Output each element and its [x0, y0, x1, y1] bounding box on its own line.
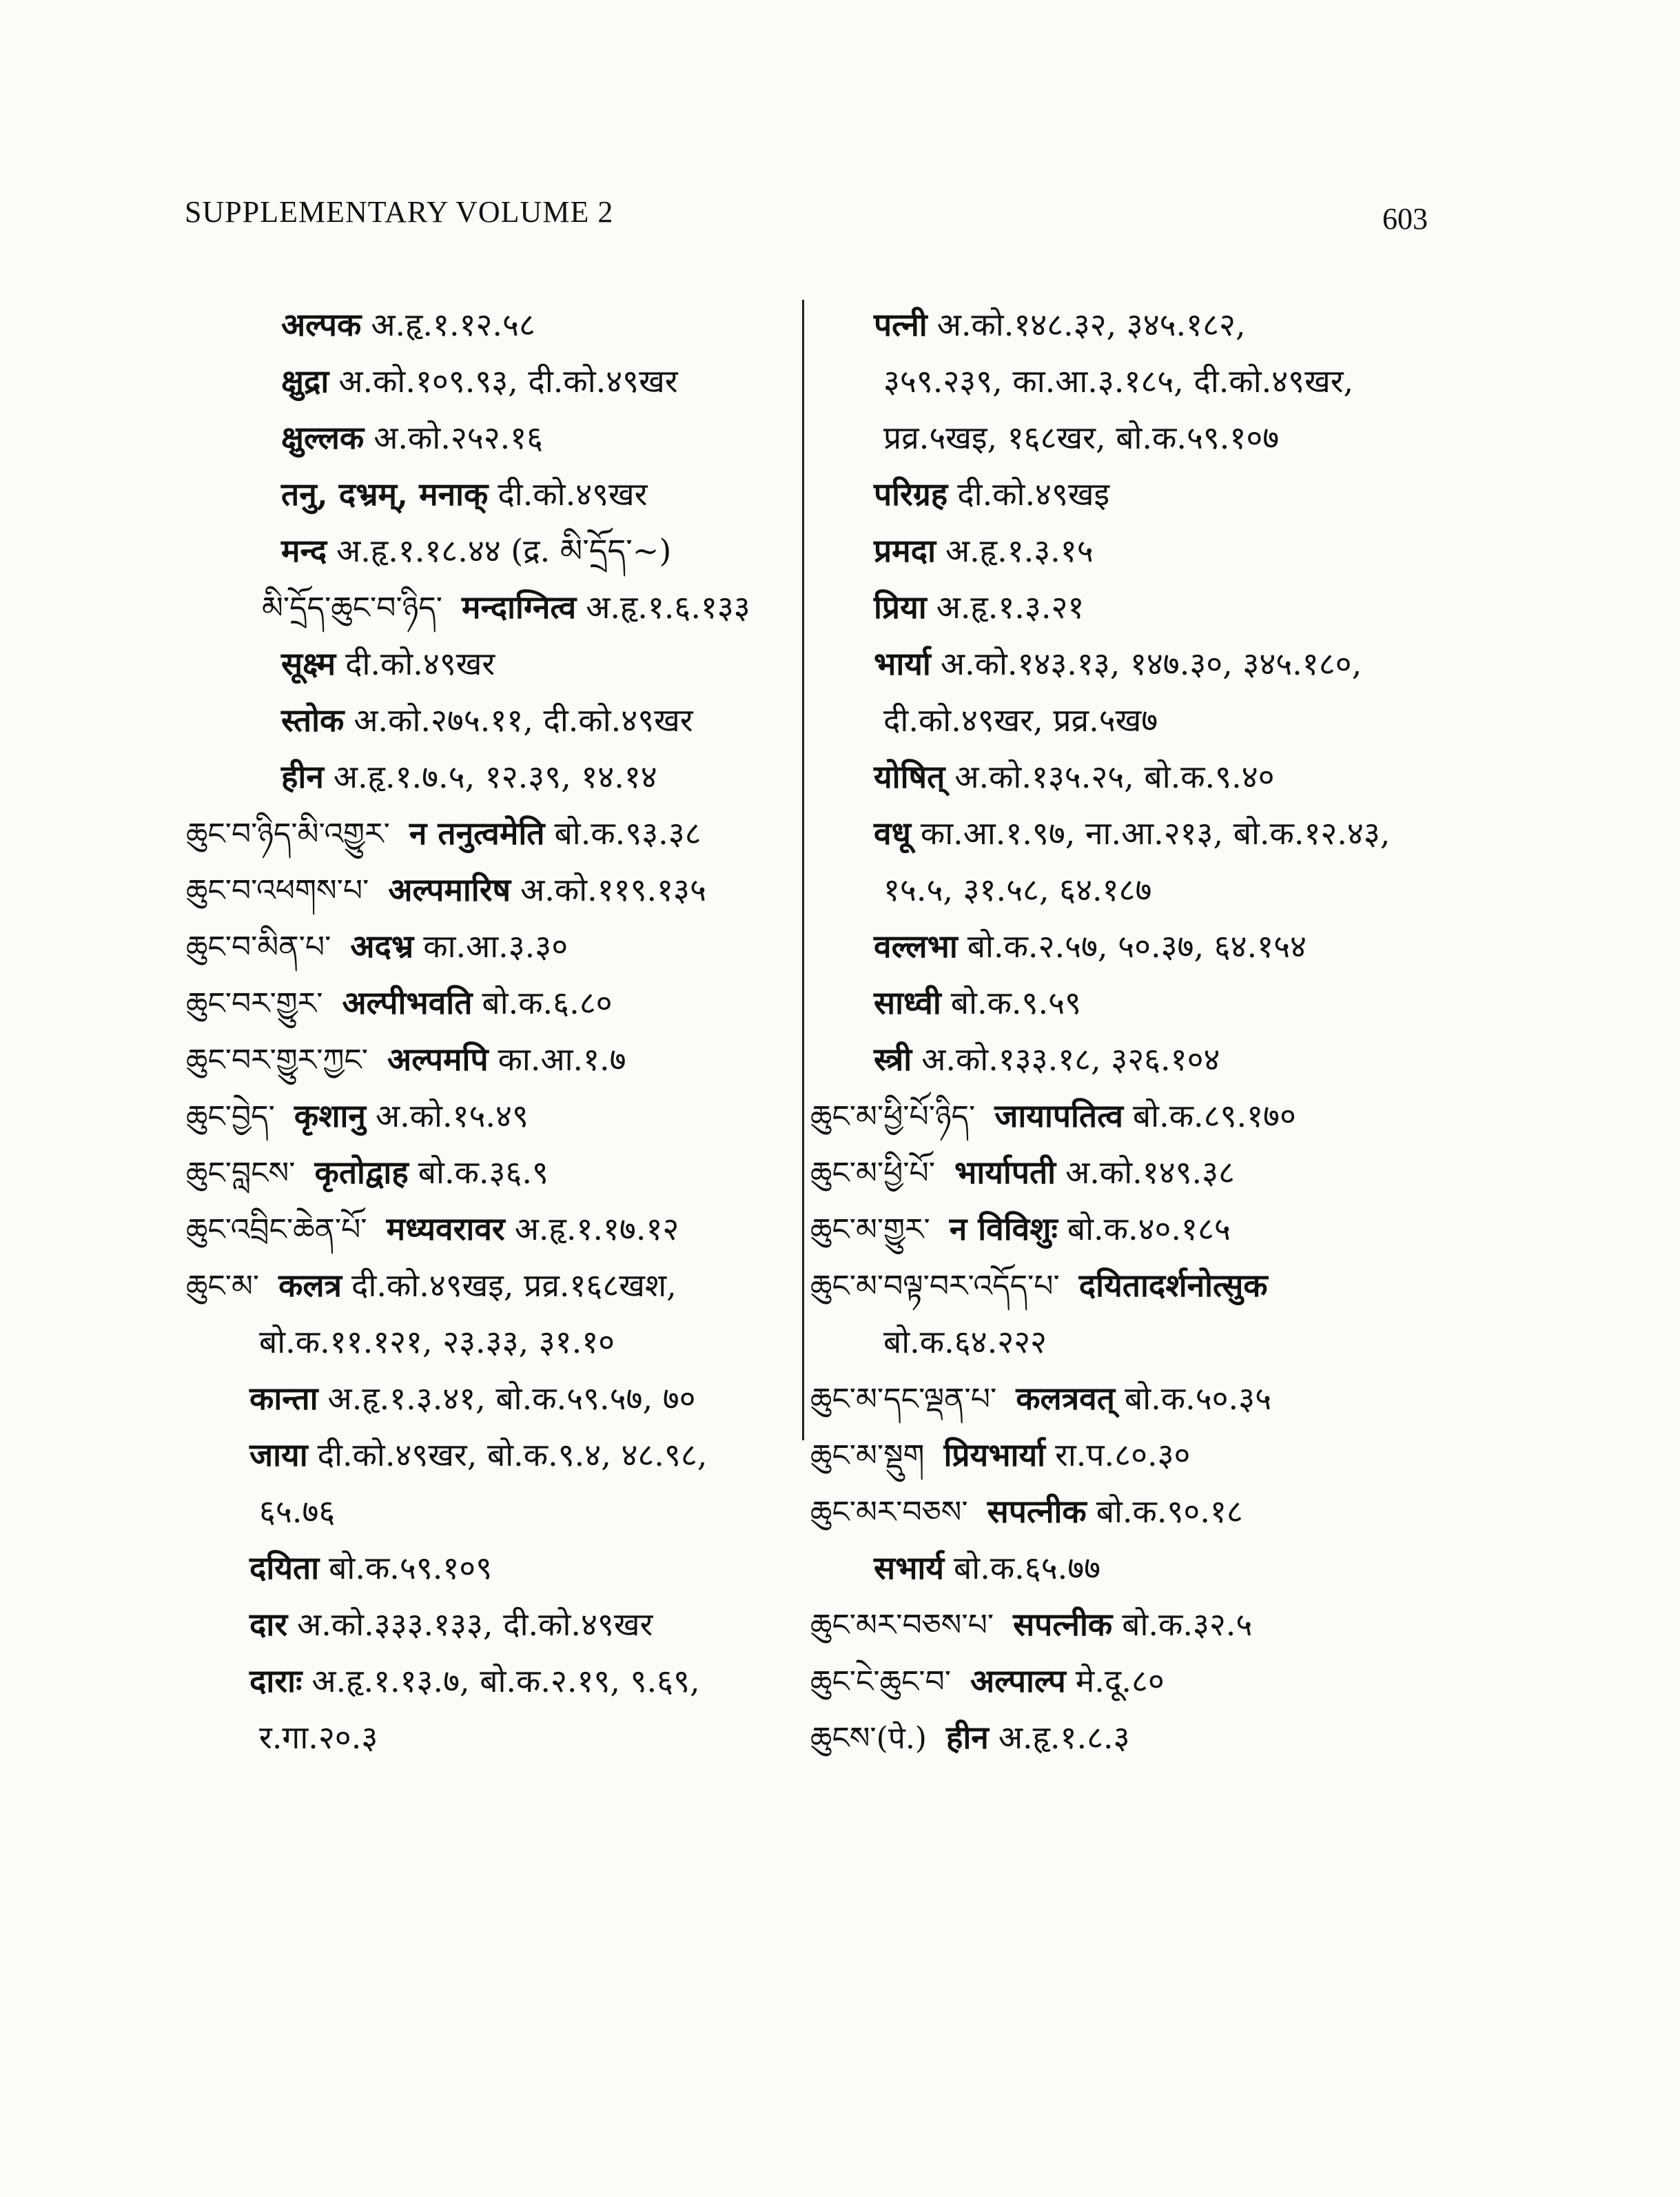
sanskrit-headword: दार [249, 1606, 288, 1643]
source-reference: बो.क.२.५७, ५०.३७, ६४.१५४ [967, 928, 1307, 965]
source-reference: अ.हृ.१.७.५, १२.३९, १४.१४ [333, 758, 657, 795]
dictionary-entry-line [810, 296, 1458, 353]
dictionary-entry-line [186, 1653, 792, 1709]
sanskrit-headword: न तनुत्वमेति [409, 815, 545, 852]
source-reference: अ.को.१३३.१८, ३२६.१०४ [921, 1041, 1220, 1078]
source-reference: का.आ.१.९७, ना.आ.२१३, बो.क.१२.४३, [920, 815, 1391, 852]
sanskrit-headword: प्रिया [874, 589, 927, 626]
sanskrit-headword: कृतोद्वाह [314, 1154, 409, 1191]
dictionary-entry-line [186, 1483, 792, 1540]
source-reference: बो.क.८९.१७० [1132, 1097, 1296, 1134]
sanskrit-headword: अल्पमारिष [388, 871, 511, 908]
dictionary-entry-line [810, 1257, 1458, 1314]
source-reference: दी.को.४९खर [345, 645, 495, 682]
source-reference: अ.को.१४९.३८ [1065, 1154, 1235, 1191]
sanskrit-headword: अदभ्र [350, 928, 414, 965]
sanskrit-headword: दाराः [249, 1662, 303, 1699]
sanskrit-headword: जाया [249, 1436, 308, 1473]
dictionary-entry-line [810, 1709, 1458, 1766]
source-reference: अ.हृ.१.१३.७, बो.क.२.१९, ९.६९, [311, 1662, 700, 1699]
column-divider [802, 300, 804, 1440]
source-reference: अ.को.१५.४९ [375, 1097, 529, 1134]
right-column [810, 296, 1458, 1766]
dictionary-entry-line [810, 692, 1458, 748]
dictionary-entry-line [186, 1031, 792, 1087]
dictionary-entry-line [186, 1144, 792, 1200]
sanskrit-headword: हीन [945, 1719, 989, 1756]
source-reference: दी.को.४९खर, प्रव्र.५ख७ [883, 702, 1158, 739]
dictionary-entry-line [186, 1087, 792, 1144]
tibetan-term: ཆུང་ངེ་ཆུང་བ་ [810, 1664, 951, 1699]
sanskrit-headword: कलत्र [278, 1267, 342, 1304]
dictionary-entry-line [186, 1314, 792, 1370]
dictionary-entry-line [810, 1144, 1458, 1200]
sanskrit-headword: प्रमदा [874, 532, 936, 569]
tibetan-term: ཆུང་མ་སྡུག [810, 1438, 925, 1473]
sanskrit-headword: क्षुल्लक [281, 419, 365, 456]
dictionary-entry-line [186, 1200, 792, 1257]
source-reference: अ.को.२७५.११, दी.को.४९खर [354, 702, 693, 739]
dictionary-entry-line [810, 1540, 1458, 1596]
source-reference: दी.को.४९खइ [957, 476, 1110, 513]
dictionary-entry-line [186, 1427, 792, 1483]
source-reference: बो.क.६.८० [482, 984, 613, 1021]
source-reference: का.आ.१.७ [498, 1041, 626, 1078]
source-reference: बो.क.५९.१०९ [329, 1549, 493, 1586]
source-reference: अ.हृ.१.१८.४४ (द्र. མི་དྲོད་~) [336, 532, 672, 569]
dictionary-entry-line [186, 466, 792, 522]
sanskrit-headword: वल्लभा [874, 928, 958, 965]
dictionary-entry-line [810, 805, 1458, 861]
source-reference: बो.क.३६.९ [418, 1154, 549, 1191]
source-reference: बो.क.३२.५ [1122, 1606, 1253, 1643]
dictionary-entry-line [810, 1653, 1458, 1709]
page-number: 603 [1382, 202, 1428, 236]
dictionary-entry-line [186, 1257, 792, 1314]
dictionary-entry-line [186, 1709, 792, 1766]
tibetan-term: ཆུང་བ་ཉིད་མི་འགྱུར་ [186, 817, 390, 852]
sanskrit-headword: भार्यापती [954, 1154, 1056, 1191]
dictionary-entry-line [810, 522, 1458, 579]
source-reference: ६५.७६ [259, 1493, 336, 1530]
tibetan-term: ཆུང་མ་དང་ལྡན་པ་ [810, 1382, 997, 1417]
source-reference: अ.को.१४८.३२, ३४५.१८२, [936, 306, 1246, 343]
sanskrit-headword: कान्ता [249, 1380, 318, 1417]
source-reference: अ.हृ.१.३.२१ [936, 589, 1085, 626]
source-reference: अ.को.२५२.१६ [373, 419, 544, 456]
dictionary-entry-line [810, 635, 1458, 692]
sanskrit-headword: अल्पमपि [387, 1041, 489, 1078]
sanskrit-headword: स्तोक [281, 702, 345, 739]
tibetan-term: ཆུང་མར་བཅས་པ་ [810, 1608, 994, 1643]
source-reference: अ.को.१०९.९३, दी.को.४९खर [338, 362, 678, 400]
source-reference: अ.हृ.१.१७.१२ [514, 1210, 679, 1247]
sanskrit-headword: प्रियभार्या [943, 1436, 1046, 1473]
dictionary-entry-line [186, 1370, 792, 1427]
source-reference: अ.को.३३३.१३३, दी.को.४९खर [297, 1606, 653, 1643]
dictionary-entry-line [186, 974, 792, 1031]
sanskrit-headword: अल्पाल्प [970, 1662, 1066, 1699]
tibetan-term: ཆུང་བ་མིན་པ་ [186, 930, 331, 965]
tibetan-term: ཆུང་བྱེད་ [186, 1099, 275, 1134]
source-reference: दी.को.४९खइ, प्रव्र.१६८खश, [351, 1267, 677, 1304]
left-column [186, 296, 792, 1766]
tibetan-term: ཆུང་མ་བལྟ་བར་འདོད་པ་ [810, 1269, 1060, 1304]
dictionary-entry-line [810, 353, 1458, 409]
dictionary-entry-line [810, 861, 1458, 918]
dictionary-entry-line [810, 1314, 1458, 1370]
sanskrit-headword: योषित् [874, 758, 945, 795]
sanskrit-headword: मन्दाग्नित्व [461, 589, 577, 626]
source-reference: रा.प.८०.३० [1055, 1436, 1191, 1473]
sanskrit-headword: अल्पीभवति [342, 984, 473, 1021]
dictionary-entry-line [186, 409, 792, 466]
sanskrit-headword: भार्या [874, 645, 931, 682]
sanskrit-headword: दयिता [249, 1549, 320, 1586]
source-reference: दी.को.४९खर [498, 476, 648, 513]
dictionary-entry-line [810, 748, 1458, 805]
dictionary-entry-line [810, 1087, 1458, 1144]
running-header: SUPPLEMENTARY VOLUME 2 [185, 195, 614, 229]
tibetan-term: ཆུངས་(पे.) [810, 1721, 927, 1756]
source-reference: बो.क.९०.१८ [1096, 1493, 1243, 1530]
tibetan-term: ཆུང་མ་ཕྱི་པོ་ [810, 1156, 935, 1191]
source-reference: का.आ.३.३० [423, 928, 568, 965]
source-reference: दी.को.४९खर, बो.क.९.४, ४८.९८, [317, 1436, 708, 1473]
source-reference: १५.५, ३१.५८, ६४.१८७ [883, 871, 1152, 908]
source-reference: बो.क.४०.१८५ [1067, 1210, 1231, 1247]
dictionary-entry-line [810, 409, 1458, 466]
source-reference: अ.हृ.१.३.४१, बो.क.५९.५७, ७० [327, 1380, 696, 1417]
dictionary-entry-line [186, 522, 792, 579]
source-reference: बो.क.५०.३५ [1124, 1380, 1271, 1417]
sanskrit-headword: तनु, दभ्रम्, मनाक् [281, 476, 489, 513]
source-reference: अ.हृ.१.१२.५८ [371, 306, 535, 343]
source-reference: बो.क.११.१२१, २३.३३, ३१.१० [259, 1323, 615, 1360]
dictionary-entry-line [186, 805, 792, 861]
tibetan-term: ཆུང་མ་གྱུར་ [810, 1212, 930, 1247]
sanskrit-headword: पत्नी [874, 306, 928, 343]
source-reference: प्रव्र.५खइ, १६८खर, बो.क.५९.१०७ [883, 419, 1280, 456]
source-reference: अ.को.१४३.१३, १४७.३०, ३४५.१८०, [940, 645, 1362, 682]
source-reference: अ.हृ.१.८.३ [998, 1719, 1130, 1756]
source-reference: अ.हृ.१.३.१५ [945, 532, 1094, 569]
sanskrit-headword: सभार्य [874, 1549, 945, 1586]
tibetan-term: ཆུང་འབྲིང་ཆེན་པོ་ [186, 1212, 367, 1247]
source-reference: र.गा.२०.३ [259, 1719, 378, 1756]
dictionary-entry-line [186, 635, 792, 692]
sanskrit-headword: अल्पक [281, 306, 362, 343]
sanskrit-headword: वधू [874, 815, 911, 852]
tibetan-term: ཆུང་མ་ [186, 1269, 260, 1304]
tibetan-term: ཆུང་མ་ཕྱི་པོ་ཉིད་ [810, 1099, 976, 1134]
sanskrit-headword: सूक्ष्म [281, 645, 336, 682]
source-reference: बो.क.९.५९ [950, 984, 1081, 1021]
dictionary-entry-line [810, 466, 1458, 522]
dictionary-entry-line [186, 296, 792, 353]
dictionary-entry-line [186, 861, 792, 918]
dictionary-entry-line [810, 1370, 1458, 1427]
dictionary-entry-line [186, 748, 792, 805]
dictionary-entry-line [810, 918, 1458, 974]
dictionary-entry-line [810, 579, 1458, 635]
dictionary-entry-line [186, 1540, 792, 1596]
source-reference: अ.को.११९.१३५ [520, 871, 706, 908]
dictionary-entry-line [186, 579, 792, 635]
dictionary-entry-line [186, 353, 792, 409]
dictionary-entry-line [810, 974, 1458, 1031]
sanskrit-headword: साध्वी [874, 984, 941, 1021]
sanskrit-headword: जायापतित्व [994, 1097, 1123, 1134]
dictionary-entry-line [810, 1031, 1458, 1087]
tibetan-term: ཆུང་མར་བཅས་ [810, 1495, 968, 1530]
dictionary-entry-line [810, 1596, 1458, 1653]
source-reference: अ.को.१३५.२५, बो.क.९.४० [954, 758, 1275, 795]
sanskrit-headword: मध्यवरावर [386, 1210, 505, 1247]
dictionary-entry-line [186, 692, 792, 748]
source-reference: ३५९.२३९, का.आ.३.१८५, दी.को.४९खर, [883, 362, 1354, 400]
source-reference: मे.दू.८० [1075, 1662, 1165, 1699]
sanskrit-headword: कलत्रवत् [1016, 1380, 1115, 1417]
tibetan-term: མི་དྲོད་ཆུང་བ་ཉིད་ [262, 591, 442, 626]
tibetan-term: ཆུང་བར་གྱུར་ཀྱང་ [186, 1043, 369, 1078]
sanskrit-headword: दयितादर्शनोत्सुक [1078, 1267, 1268, 1304]
dictionary-entry-line [810, 1427, 1458, 1483]
sanskrit-headword: कृशानु [294, 1097, 366, 1134]
source-reference: बो.क.६५.७७ [954, 1549, 1101, 1586]
source-reference: अ.हृ.१.६.१३३ [586, 589, 750, 626]
sanskrit-headword: स्त्री [874, 1041, 912, 1078]
source-reference: बो.क.९३.३८ [554, 815, 701, 852]
sanskrit-headword: सपत्नीक [987, 1493, 1087, 1530]
sanskrit-headword: न विविशुः [949, 1210, 1058, 1247]
dictionary-entry-line [186, 1596, 792, 1653]
sanskrit-headword: हीन [281, 758, 324, 795]
dictionary-entry-line [810, 1200, 1458, 1257]
tibetan-term: ཆུང་བླངས་ [186, 1156, 296, 1191]
source-reference: बो.क.६४.२२२ [883, 1323, 1047, 1360]
dictionary-entry-line [810, 1483, 1458, 1540]
sanskrit-headword: क्षुद्रा [281, 362, 329, 400]
tibetan-term: ཆུང་བར་གྱུར་ [186, 986, 323, 1021]
sanskrit-headword: मन्द [281, 532, 327, 569]
tibetan-term: ཆུང་བ་འཕགས་པ་ [186, 873, 369, 908]
sanskrit-headword: सपत्नीक [1013, 1606, 1113, 1643]
dictionary-entry-line [186, 918, 792, 974]
sanskrit-headword: परिग्रह [874, 476, 948, 513]
